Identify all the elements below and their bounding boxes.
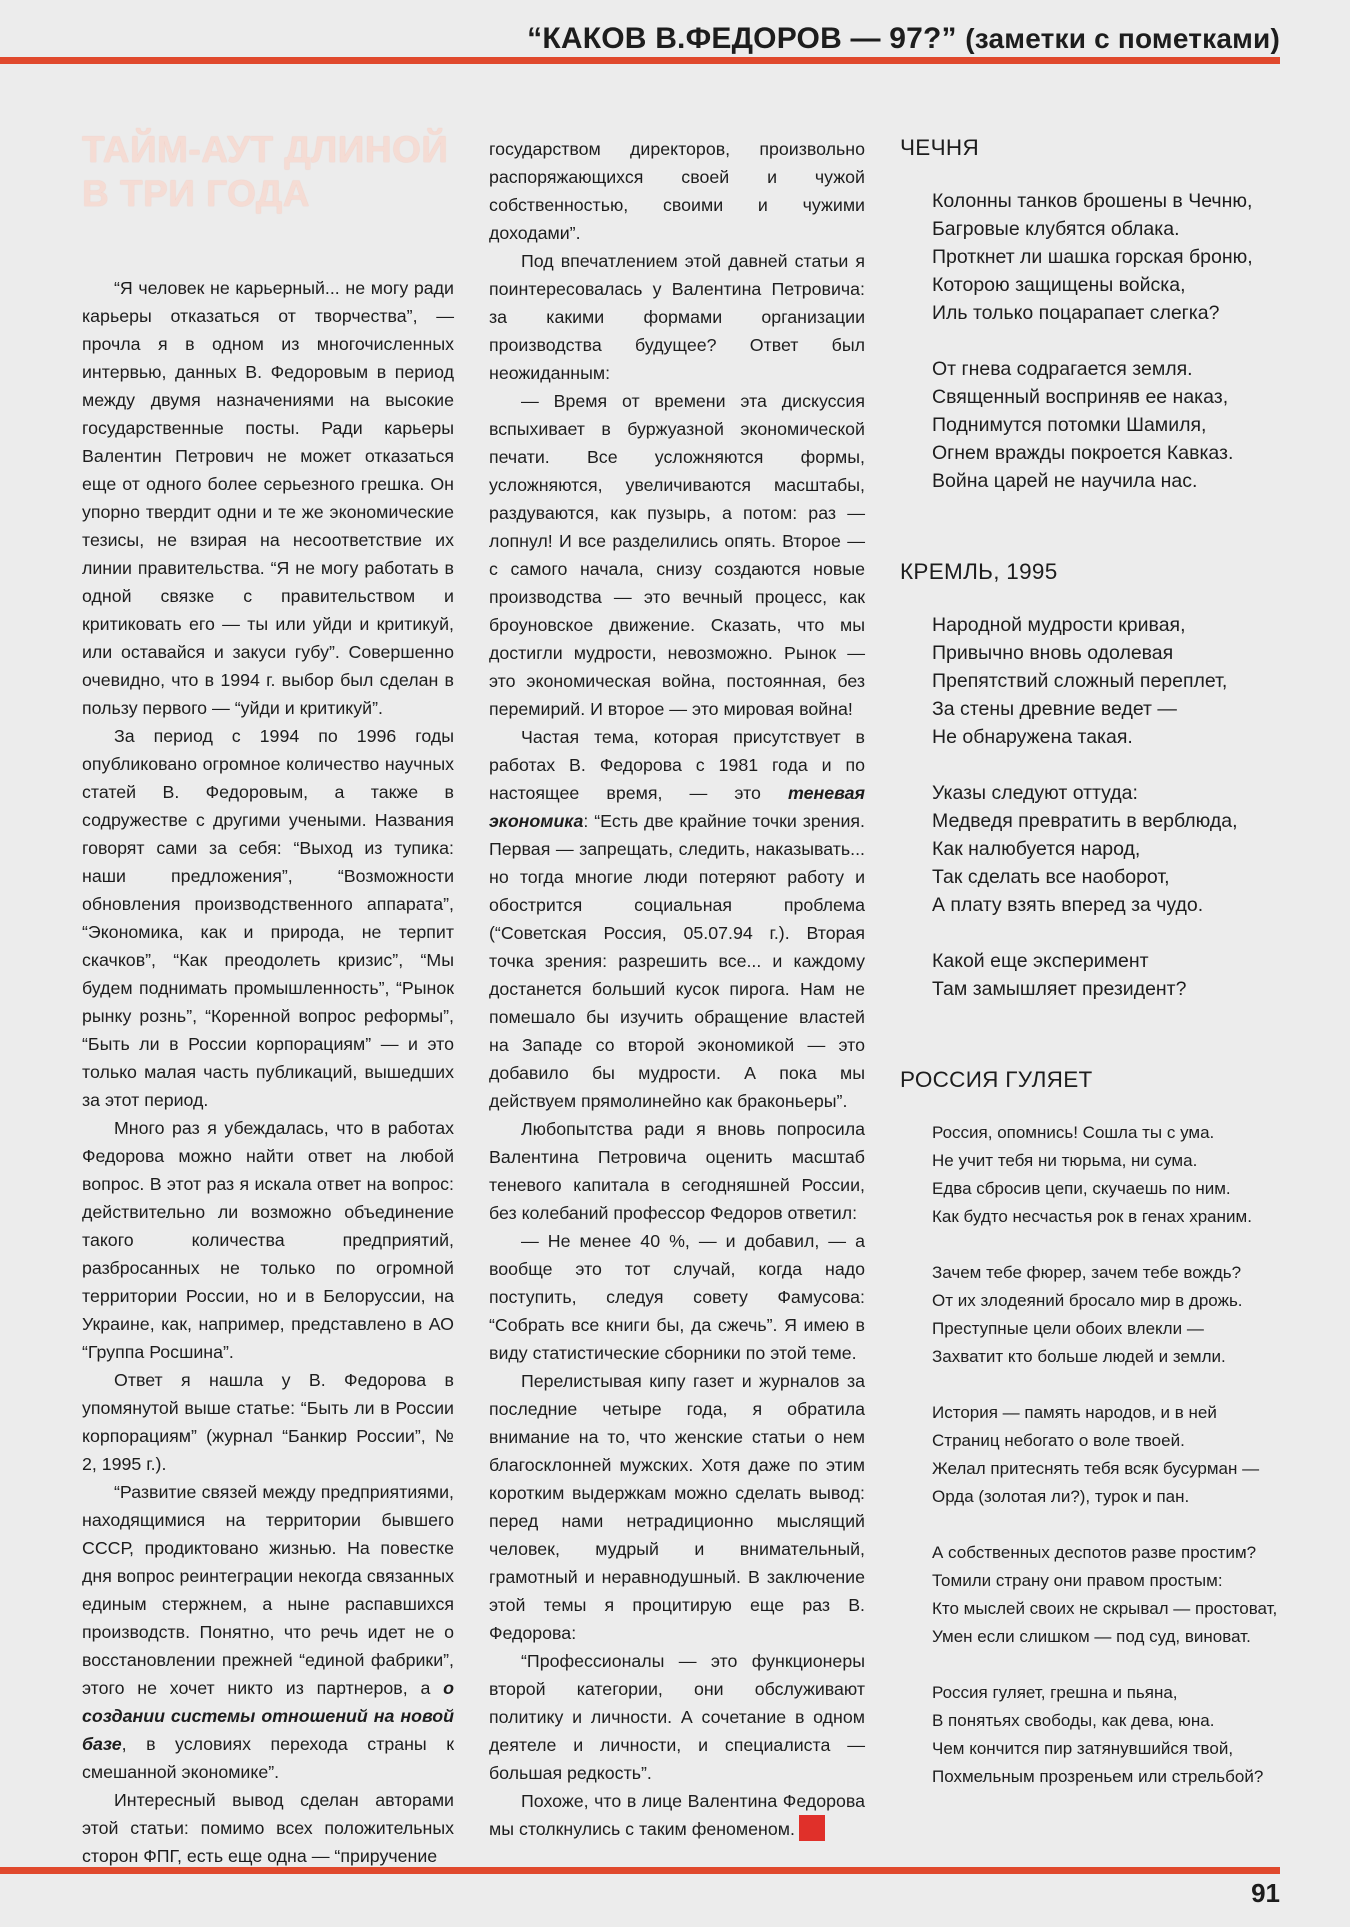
- poem-line: Томили страну они правом простым:: [932, 1571, 1223, 1590]
- poem-line: Иль только поцарапает слегка?: [932, 302, 1220, 324]
- poem-line: Зачем тебе фюрер, зачем тебе вождь?: [932, 1263, 1242, 1282]
- poem-line: Захватит кто больше людей и земли.: [932, 1347, 1226, 1366]
- poem-stanza: [932, 611, 1280, 751]
- poem-line: История — память народов, и в ней: [932, 1403, 1217, 1422]
- poem-line: Умен если слишком — под суд, виноват.: [932, 1627, 1251, 1646]
- paragraph: Под впечатлением этой давней статьи я поинтересовалась у Валентина Петровича: за какими формами организации производства будущее? Ответ был неожиданным:: [489, 251, 865, 383]
- poem-line: Россия гуляет, грешна и пьяна,: [932, 1683, 1178, 1702]
- poem-line: Чем кончится пир затянувшийся твой,: [932, 1739, 1234, 1758]
- poem-line: Орда (золотая ли?), турок и пан.: [932, 1487, 1190, 1506]
- poem-line: Так сделать все наоборот,: [932, 866, 1170, 888]
- article-column-1: [82, 130, 454, 1870]
- poem-stanza: [932, 1679, 1280, 1791]
- poem-line: Похмельным прозреньем или стрельбой?: [932, 1767, 1264, 1786]
- poem: [900, 559, 1280, 1003]
- end-of-article-mark: [799, 1815, 825, 1841]
- paragraph: Много раз я убеждалась, что в работах Федорова можно найти ответ на любой вопрос. В этот раз я искала ответ на вопрос: действительно ли возможно объединение такого количества предприятий, разбросанных не только по огромной территории России, но и в Белоруссии, на Украине, как, например, представлено в АО “Группа Росшина”.: [82, 1118, 454, 1362]
- poem-line: Огнем вражды покроется Кавказ.: [932, 442, 1234, 464]
- poem-title: КРЕМЛЬ, 1995: [900, 559, 1058, 584]
- poem-line: Желал притеснять тебя всяк бусурман —: [932, 1459, 1260, 1478]
- poem-stanza: [932, 1259, 1280, 1371]
- emphasis-text: о создании системы отношений на новой базе: [82, 1678, 454, 1754]
- poem-title: ЧЕЧНЯ: [900, 135, 979, 160]
- paragraph: [489, 1787, 865, 1843]
- poem-line: Проткнет ли шашка горская броню,: [932, 246, 1253, 268]
- poem-line: Россия, опомнись! Сошла ты с ума.: [932, 1123, 1215, 1142]
- poem-line: За стены древние ведет —: [932, 698, 1177, 720]
- paragraph: [489, 723, 865, 1115]
- poem-stanza: [932, 187, 1280, 327]
- poem-line: Колонны танков брошены в Чечню,: [932, 190, 1253, 212]
- poem-stanza: [932, 779, 1280, 919]
- poem-line: От их злодеяний бросало мир в дрожь.: [932, 1291, 1243, 1310]
- page-header: [527, 22, 1280, 56]
- section-title: ТАЙМ-АУТ ДЛИНОЙ В ТРИ ГОДА: [82, 129, 449, 214]
- poem-line: В понятьях свободы, как дева, юна.: [932, 1711, 1215, 1730]
- poem-line: Священный восприняв ее наказ,: [932, 386, 1229, 408]
- paragraph: — Не менее 40 %, — и добавил, — а вообще это тот случай, когда надо поступить, следуя совету Фамусова: “Собрать все книги бы, да сжечь”. Я имею в виду статистические сборники по этой теме.: [489, 1231, 865, 1363]
- paragraph: Интересный вывод сделан авторами этой статьи: помимо всех положительных сторон ФПГ, есть еще одна — “приручение: [82, 1790, 454, 1866]
- poem-line: От гнева содрагается земля.: [932, 358, 1193, 380]
- paragraph: Ответ я нашла у В. Федорова в упомянутой выше статье: “Быть ли в России корпорациям” (журнал “Банкир России”, № 2, 1995 г.).: [82, 1370, 454, 1474]
- poem-line: А собственных деспотов разве простим?: [932, 1543, 1257, 1562]
- text-run: Похоже, что в лице Валентина Федорова мы столкнулись с таким феноменом.: [489, 1791, 865, 1839]
- paragraph: Перелистывая кипу газет и журналов за последние четыре года, я обратила внимание на то, что женские статьи о нем благосклонней мужских. Хотя даже по этим коротким выдержкам можно сделать вывод: перед нами нетрадиционно мыслящий человек, мудрый и внимательный, грамотный и неравнодушный. В заключение этой темы я процитирую еще раз В. Федорова:: [489, 1371, 865, 1643]
- poem-line: Кто мыслей своих не скрывал — простоват,: [932, 1599, 1278, 1618]
- poem-line: Как налюбуется народ,: [932, 838, 1141, 860]
- poem-stanza: [932, 1119, 1280, 1231]
- poem-line: Какой еще эксперимент: [932, 950, 1149, 972]
- poem-line: Не обнаружена такая.: [932, 726, 1133, 748]
- poem-line: Багровые клубятся облака.: [932, 218, 1180, 240]
- paragraph: За период с 1994 по 1996 годы опубликовано огромное количество научных статей В. Федоровым, а также в содружестве с другими учеными. Названия говорят сами за себя: “Выход из тупика: наши предложения”, “Возможности обновления производственного аппарата”, “Экономика, как и природа, не терпит скачков”, “Как преодолеть кризис”, “Мы будем поднимать промышленность”, “Рынок рынку рознь”, “Коренной вопрос реформы”, “Быть ли в России корпорациям” — и это только малая часть публикаций, вышедших за этот период.: [82, 726, 454, 1110]
- poem-line: А плату взять вперед за чудо.: [932, 894, 1204, 916]
- poem: [900, 135, 1280, 495]
- poem-title: РОССИЯ ГУЛЯЕТ: [900, 1067, 1093, 1092]
- poem-line: Народной мудрости кривая,: [932, 614, 1186, 636]
- poems-column: [900, 135, 1280, 1855]
- poem-stanza: [932, 1399, 1280, 1511]
- paragraph: Любопытства ради я вновь попросила Валентина Петровича оценить масштаб теневого капитала в сегодняшней России, без колебаний профессор Федоров ответил:: [489, 1119, 865, 1223]
- top-rule: [0, 57, 1280, 64]
- poem-line: Война царей не научила нас.: [932, 470, 1198, 492]
- paragraph: “Профессионалы — это функционеры второй категории, они обслуживают политику и личности. А сочетание в одном деятеле и личности, и специалиста — большая редкость”.: [489, 1651, 865, 1783]
- poem-line: Привычно вновь одолевая: [932, 642, 1174, 664]
- text-run: , в условиях перехода страны к смешанной экономике”.: [82, 1734, 454, 1782]
- poem-line: Не учит тебя ни тюрьма, ни сума.: [932, 1151, 1198, 1170]
- article-column-2: [489, 135, 865, 1843]
- poem-line: Поднимутся потомки Шамиля,: [932, 414, 1207, 436]
- poem: [900, 1067, 1280, 1791]
- poem-line: Которою защищены войска,: [932, 274, 1186, 296]
- poem-line: Указы следуют оттуда:: [932, 782, 1138, 804]
- text-run: : “Есть две крайние точки зрения. Первая — запрещать, следить, наказывать... но тогда многие люди потеряют работу и обострится социальная проблема (“Советская Россия, 05.07.94 г.). Вторая точка зрения: разрешить все... и каждому достанется больший кусок пирога. Нам не помешало бы изучить обращение властей на Западе со второй экономикой — это добавило бы мудрости. А пока мы действуем прямолинейно как браконьеры”.: [489, 811, 865, 1111]
- paragraph: “Я человек не карьерный... не могу ради карьеры отказаться от творчества”, — прочла я в одном из многочисленных интервью, данных В. Федоровым в период между двумя назначениями на высокие государственные посты. Ради карьеры Валентин Петрович не может отказаться еще от одного более серьезного грешка. Он упорно твердит одни и те же экономические тезисы, не взирая на несоответствие их линии правительства. “Я не могу работать в одной связке с правительством и критиковать его — ты или уйди и критикуй, или оставайся и закуси губу”. Совершенно очевидно, что в 1994 г. выбор был сделан в пользу первого — “уйди и критикуй”.: [82, 278, 454, 718]
- poem-line: Как будто несчастья рок в генах храним.: [932, 1207, 1252, 1226]
- poem-stanza: [932, 355, 1280, 495]
- paragraph: государством директоров, произвольно распоряжающихся своей и чужой собственностью, своими и чужими доходами”.: [489, 139, 865, 243]
- poem-line: Страниц небогато о воле твоей.: [932, 1431, 1185, 1450]
- poem-line: Преступные цели обоих влекли —: [932, 1319, 1204, 1338]
- poem-line: Препятствий сложный переплет,: [932, 670, 1228, 692]
- poem-line: Там замышляет президент?: [932, 978, 1187, 1000]
- text-run: “Развитие связей между предприятиями, находящимися на территории бывшего СССР, продиктовано жизнью. На повестке дня вопрос реинтеграции некогда связанных единым стержнем, а ныне распавшихся производств. Понятно, что речь идет не о восстановлении прежней “единой фабрики”, этого не хочет никто из партнеров, а: [82, 1482, 454, 1698]
- bottom-rule: [0, 1867, 1280, 1874]
- text-run: Частая тема, которая присутствует в работах В. Федорова с 1981 года и по настоящее время, — это: [489, 727, 865, 803]
- poem-line: Едва сбросив цепи, скучаешь по ним.: [932, 1179, 1231, 1198]
- poem-stanza: [932, 947, 1280, 1003]
- paragraph: — Время от времени эта дискуссия вспыхивает в буржуазной экономической печати. Все усложняются формы, усложняются, увеличиваются масштабы, раздуваются, как пузырь, а потом: раз — лопнул! И все разделились опять. Второе — с самого начала, снизу создаются новые производства — это вечный процесс, как броуновское движение. Сказать, что мы достигли мудрости, невозможно. Рынок — это экономическая война, постоянная, без перемирий. И второе — это мировая война!: [489, 391, 865, 719]
- poem-line: Медведя превратить в верблюда,: [932, 810, 1238, 832]
- header-subtitle: (заметки с пометками): [965, 23, 1280, 54]
- emphasis-text: теневая экономика: [489, 783, 865, 831]
- poem-stanza: [932, 1539, 1280, 1651]
- header-title: “КАКОВ В.ФЕДОРОВ — 97?”: [527, 22, 957, 55]
- paragraph: [82, 1478, 454, 1786]
- page-number: 91: [1251, 1878, 1280, 1908]
